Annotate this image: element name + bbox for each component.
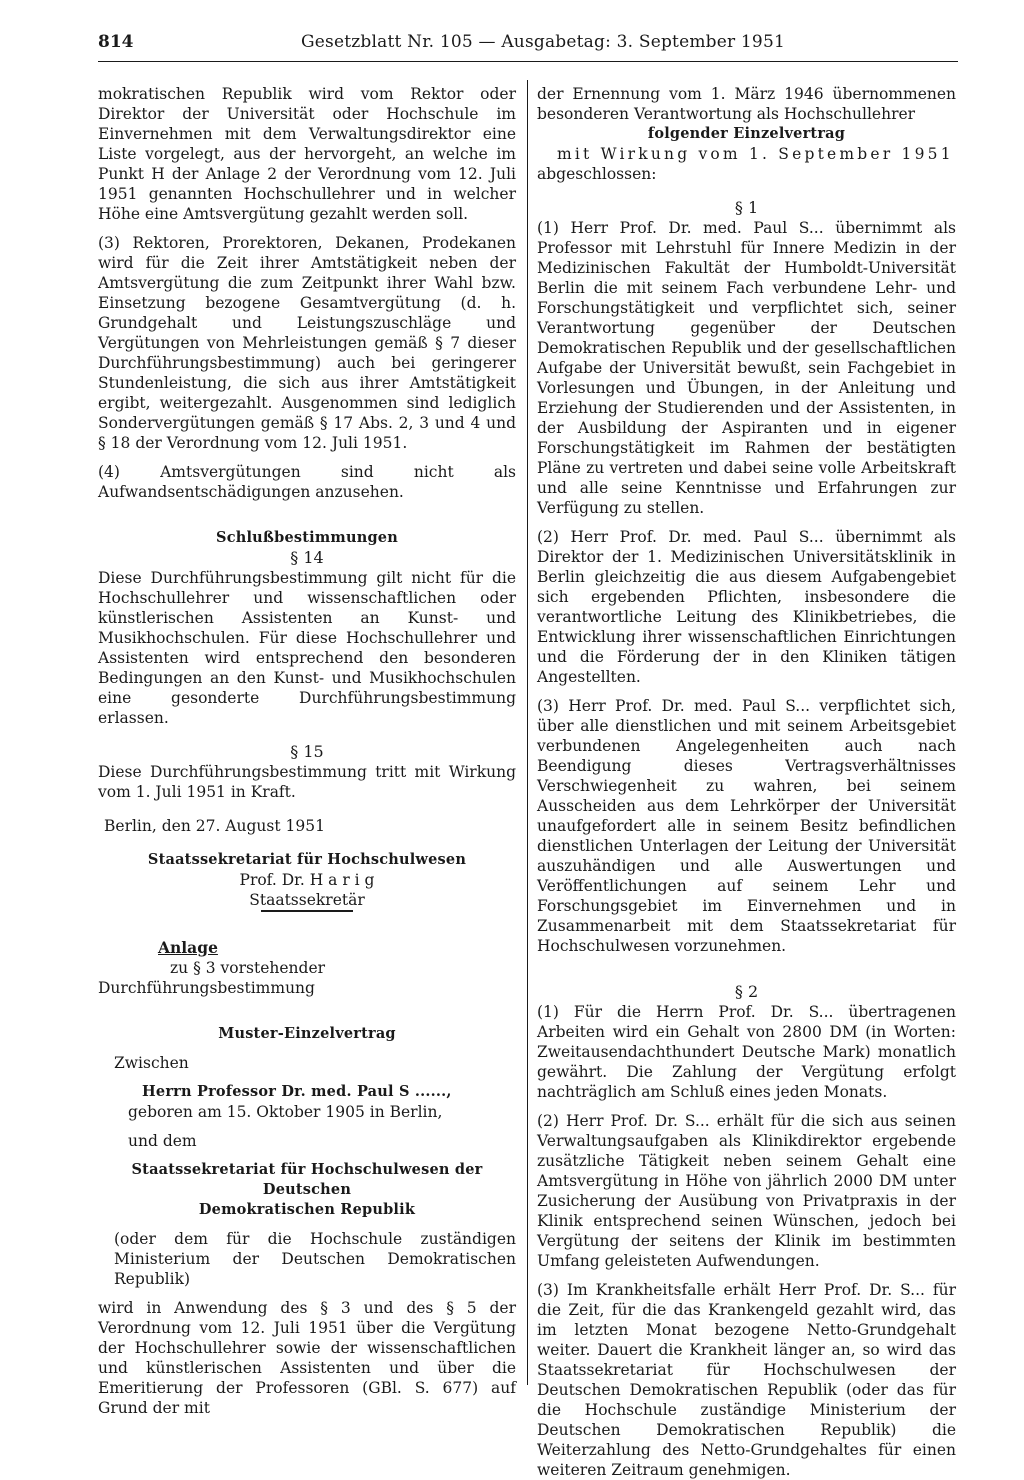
party-2-line-2: Demokratischen Republik (198, 1201, 416, 1218)
signature-title: Staatssekretär (249, 891, 365, 909)
heading-schlussbestimmungen: Schlußbestimmungen (216, 529, 398, 546)
party-2-line-1: Staatssekretariat für Hochschulwesen der Deutschen (131, 1161, 483, 1198)
paragraph-3: (3) Rektoren, Prorektoren, Dekanen, Prodekanen wird für die Zeit ihrer Amtstätigkeit neben der Amtsvergütung die zum Zeitpunkt ihrer Wahl bzw. Einsetzung bezogene Gesamtvergütung (d. h. Grundgehalt und Leistungszuschläge und Vergütungen von Mehrleistungen gemäß § 7 dieser Durchführungsbestimmung) auch bei geringerer Stundenleistung, die sich aus ihrer Amtstätigkeit ergibt, weitergezahlt. Ausgenommen sind lediglich Sondervergütungen gemäß § 17 Abs. 2, 3 und 4 und § 18 der Verordnung vom 12. Juli 1951. (98, 234, 516, 452)
party-1-born: geboren am 15. Oktober 1905 in Berlin, (128, 1103, 443, 1121)
paragraph-continuation: mokratischen Republik wird vom Rektor oder Direktor der Universität oder Hochschule im Einvernehmen mit dem Verwaltungsdirektor eine Liste vorgelegt, aus der hervorgeht, an welche im Punkt H der Anlage 2 der Verordnung vom 12. Juli 1951 genannten Hochschullehrer und in welcher Höhe eine Amtsvergütung gezahlt werden soll. (98, 85, 516, 223)
section-14-text: Diese Durchführungsbestimmung gilt nicht für die Hochschullehrer und wissenschaftlichen oder künstlerischen Assistenten an Kunst- und Musikhochschulen. Für diese Hochschullehrer und Assistenten wird entsprechend den besonderen Bedingungen an den Kunst- und Musikhochschulen eine gesonderte Durchführungsbestimmung erlassen. (98, 569, 516, 727)
concluded-label: abgeschlossen: (537, 165, 657, 183)
section-2-paragraph-2: (2) Herr Prof. Dr. S... erhält für die sich aus seinen Verwaltungsaufgaben als Klinikdirektor ergebende zusätzliche Tätigkeit neben seinem Gehalt eine Amtsvergütung in Höhe von jährlich 2000 DM unter Zusicherung der Ausübung von Privatpraxis in der Klinik entsprechend seinen Wünschen, jedoch bei Vergütung der seitens der Klinik im bestimmten Umfang geleisteten Aufwendungen. (537, 1112, 956, 1270)
separator-rule (261, 910, 353, 912)
anlage-line-2: Durchführungsbestimmung (98, 979, 315, 997)
preamble-continuation: der Ernennung vom 1. März 1946 übernommenen besonderen Verantwortung als Hochschullehrer (537, 85, 956, 123)
place-date: Berlin, den 27. August 1951 (104, 817, 325, 835)
between-label: Zwischen (114, 1054, 189, 1072)
party-1-name: Herrn Professor Dr. med. Paul S ......, (142, 1083, 452, 1100)
section-1-paragraph-2: (2) Herr Prof. Dr. med. Paul S... übernimmt als Direktor der 1. Medizinischen Universitätsklinik in Berlin gleichzeitig die aus diesem Aufgabengebiet sich ergebenden Pflichten, insbesondere die verantwortliche Leitung des Klinikbetriebes, die Entwicklung ihrer wissenschaftlichen Einrichtungen und die Förderung der in den Kliniken tätigen Angestellten. (537, 528, 956, 686)
section-1-heading: § 1 (734, 198, 759, 217)
section-1-paragraph-1: (1) Herr Prof. Dr. med. Paul S... übernimmt als Professor mit Lehrstuhl für Innere Medizin in der Medizinischen Fakultät der Humboldt-Universität Berlin die mit seinem Fach verbundene Lehr- und Forschungstätigkeit und verpflichtet sich, seiner Verantwortung gegenüber der Deutschen Demokratischen Republik und der gesellschaftlichen Aufgabe der Universität bewußt, sein Fachgebiet in Vorlesungen und Übungen, in der Anleitung und Erziehung der Studierenden und der Assistenten, in der Ausbildung der Aspiranten und in eigener Forschungstätigkeit im Rahmen der bestätigten Pläne zu vertreten und dabei seine volle Arbeitskraft und alle seine Kenntnisse und Erfahrungen zur Verfügung zu stellen. (537, 219, 956, 517)
right-column (537, 84, 956, 1480)
section-2-paragraph-3: (3) Im Krankheitsfalle erhält Herr Prof. Dr. S... für die Zeit, für die das Krankengeld gezahlt wird, das im letzten Monat bezogene Netto-Grundgehalt weiter. Dauert die Krankheit länger an, so wird das Staatssekretariat für Hochschulwesen der Deutschen Demokratischen Republik (oder das für die Hochschule zuständige Ministerium der Deutschen Demokratischen Republik) die Weiterzahlung des Netto-Grundgehaltes für einen weiteren Zeitraum genehmigen. (537, 1281, 956, 1479)
section-1-paragraph-3: (3) Herr Prof. Dr. med. Paul S... verpflichtet sich, über alle dienstlichen und mit seinem Arbeitsgebiet verbundenen Angelegenheiten auch nach Beendigung dieses Vertragsverhältnisses Verschwiegenheit zu wahren, bei seinem Ausscheiden aus dem Lehrkörper der Universität unaufgefordert alle in seinem Besitz befindlichen dienstlichen Unterlagen der Leitung der Universität auszuhändigen und alle Auswertungen und Veröffentlichungen auf seinem Lehr und Forschungsgebiet im Einvernehmen und in Zusammenarbeit mit dem Staatssekretariat für Hochschulwesen vorzunehmen. (537, 697, 956, 955)
party-2-alternative: (oder dem für die Hochschule zuständigen Ministerium der Deutschen Demokratischen Republik) (114, 1230, 516, 1288)
following-contract: folgender Einzelvertrag (647, 125, 846, 142)
section-15-heading: § 15 (290, 742, 324, 761)
page-title: Gesetzblatt Nr. 105 — Ausgabetag: 3. September 1951 (301, 32, 785, 52)
effective-date: mit Wirkung vom 1. September 1951 (557, 145, 954, 163)
signature-block (98, 850, 516, 910)
page-header (98, 28, 958, 58)
header-rule (98, 61, 958, 62)
signature-organization: Staatssekretariat für Hochschulwesen (147, 851, 467, 868)
anlage-line-1: zu § 3 vorstehender (170, 959, 326, 977)
section-14-heading: § 14 (290, 548, 324, 567)
column-divider (527, 80, 528, 1385)
left-column (98, 84, 516, 1418)
paragraph-4: (4) Amtsvergütungen sind nicht als Aufwandsentschädigungen anzusehen. (98, 463, 516, 501)
section-2-paragraph-1: (1) Für die Herrn Prof. Dr. S... übertragenen Arbeiten wird ein Gehalt von 2800 DM (in Worten: Zweitausendachthundert Deutsche Mark) monatlich gewährt. Die Zahlung der Vergütung erfolgt nachträglich am Schluß eines jeden Monats. (537, 1003, 956, 1101)
page-number: 814 (98, 32, 134, 52)
section-15-text: Diese Durchführungsbestimmung tritt mit Wirkung vom 1. Juli 1951 in Kraft. (98, 763, 516, 801)
section-2-heading: § 2 (734, 982, 759, 1001)
contract-preamble: wird in Anwendung des § 3 und des § 5 der Verordnung vom 12. Juli 1951 über die Vergütung der Hochschullehrer sowie der wissenschaftlichen und künstlerischen Assistenten und über die Emeritierung der Professoren (GBl. S. 677) auf Grund der mit (98, 1299, 516, 1417)
signature-name: Prof. Dr. H a r i g (239, 871, 375, 889)
contract-title: Muster-Einzelvertrag (218, 1025, 396, 1042)
anlage-heading: Anlage (158, 938, 218, 957)
and-label: und dem (128, 1132, 197, 1150)
